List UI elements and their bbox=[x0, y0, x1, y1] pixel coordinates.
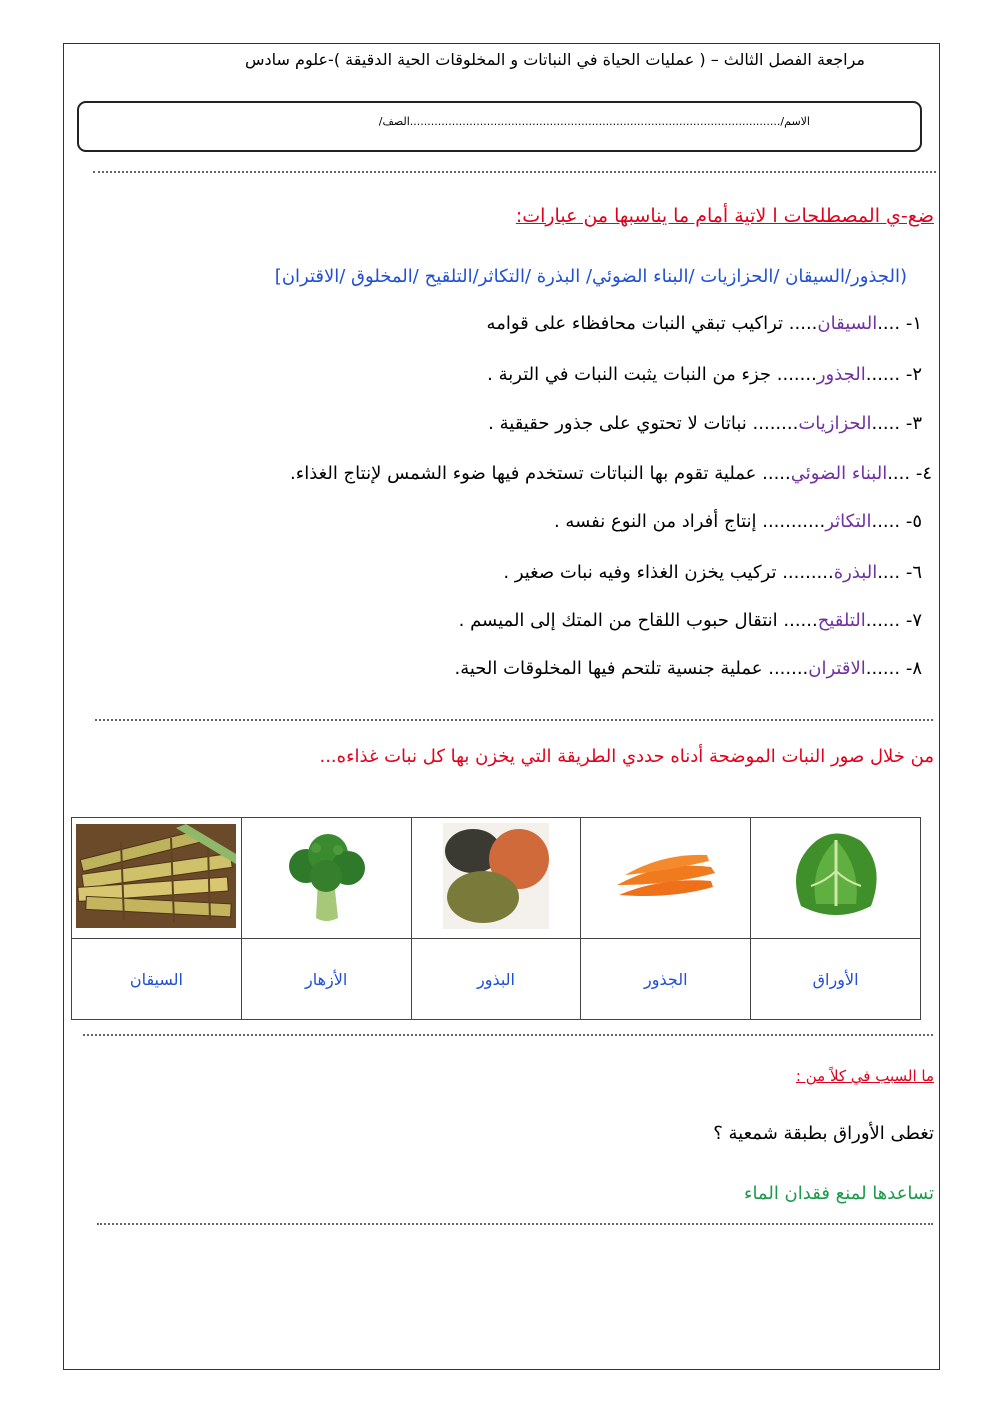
item-statement: ........... إنتاج أفراد من النوع نفسه . bbox=[553, 511, 826, 532]
cell-lettuce bbox=[751, 818, 921, 939]
broccoli-image bbox=[276, 826, 376, 926]
item-number: ٨- bbox=[905, 658, 922, 679]
carrots-image bbox=[611, 841, 721, 911]
term-item-8 bbox=[454, 658, 922, 679]
item-answer[interactable]: الحزازيات bbox=[798, 413, 872, 434]
label-stems: السيقان bbox=[72, 939, 242, 1020]
item-number: ١- bbox=[905, 313, 922, 334]
name-class-line[interactable]: الاسم/..........................................................................................................الصف/ bbox=[378, 115, 810, 128]
item-answer[interactable]: الاقتران bbox=[808, 658, 866, 679]
label-roots: الجذور bbox=[581, 939, 751, 1020]
item-answer[interactable]: التلقيح bbox=[817, 610, 866, 631]
item-statement: ..... تراكيب تبقي النبات محافظاء على قوامه bbox=[486, 313, 818, 334]
section2-instruction: من خلال صور النبات الموضحة أدناه حددي الطريقة التي يخزن بها كل نبات غذاءه... bbox=[319, 746, 934, 767]
item-number: ٤- bbox=[915, 463, 932, 484]
section1-instruction: ضع-ي المصطلحات ا لاتية أمام ما يناسبها من عبارات: bbox=[515, 205, 934, 227]
item-blank-lead: ..... bbox=[871, 511, 901, 532]
term-item-1 bbox=[487, 313, 922, 334]
item-number: ٦- bbox=[905, 562, 922, 583]
item-answer[interactable]: التكاثر bbox=[825, 511, 872, 532]
page-frame bbox=[63, 43, 940, 1370]
cell-carrots bbox=[581, 818, 751, 939]
item-blank-lead: .... bbox=[877, 313, 901, 334]
term-item-7 bbox=[459, 610, 922, 631]
label-flowers: الأزهار bbox=[241, 939, 411, 1020]
divider bbox=[93, 171, 936, 173]
worksheet-title: مراجعة الفصل الثالث – ( عمليات الحياة في النباتات و المخلوقات الحية الدقيقة )-علوم سادس bbox=[245, 50, 865, 69]
item-blank-lead: ...... bbox=[865, 610, 901, 631]
item-number: ٧- bbox=[905, 610, 922, 631]
divider bbox=[95, 719, 933, 721]
item-number: ٥- bbox=[905, 511, 922, 532]
reason-question: تغطى الأوراق بطبقة شمعية ؟ bbox=[713, 1123, 934, 1144]
cell-sugarcane bbox=[72, 818, 242, 939]
cell-seeds bbox=[411, 818, 581, 939]
item-answer[interactable]: البناء الضوئي bbox=[790, 463, 888, 484]
item-answer[interactable]: الجذور bbox=[816, 364, 866, 385]
sugarcane-image bbox=[76, 824, 236, 928]
item-answer[interactable]: البذرة bbox=[833, 562, 878, 583]
section3-heading: ما السبب في كلاً من : bbox=[795, 1067, 934, 1085]
item-statement: ....... جزء من النبات يثبت النبات في التربة . bbox=[487, 364, 817, 385]
item-blank-lead: ...... bbox=[865, 658, 901, 679]
divider bbox=[83, 1034, 933, 1036]
item-blank-lead: ..... bbox=[871, 413, 901, 434]
item-number: ٣- bbox=[905, 413, 922, 434]
term-item-6 bbox=[503, 562, 922, 583]
item-statement: ........ نباتات لا تحتوي على جذور حقيقية . bbox=[488, 413, 799, 434]
label-seeds: البذور bbox=[411, 939, 581, 1020]
term-item-2 bbox=[487, 364, 922, 385]
item-blank-lead: ...... bbox=[865, 364, 901, 385]
item-answer[interactable]: السيقان bbox=[817, 313, 878, 334]
item-statement: ..... عملية تقوم بها النباتات تستخدم فيها ضوء الشمس لإنتاج الغذاء. bbox=[290, 463, 791, 484]
term-item-5 bbox=[554, 511, 922, 532]
reason-answer: تساعدها لمنع فقدان الماء bbox=[743, 1183, 934, 1204]
cell-broccoli bbox=[241, 818, 411, 939]
term-item-3 bbox=[488, 413, 922, 434]
item-blank-lead: .... bbox=[887, 463, 911, 484]
seeds-image bbox=[443, 823, 549, 929]
label-leaves: الأوراق bbox=[751, 939, 921, 1020]
item-blank-lead: .... bbox=[877, 562, 901, 583]
item-statement: ......... تركيب يخزن الغذاء وفيه نبات صغير . bbox=[503, 562, 834, 583]
lettuce-image bbox=[781, 826, 891, 926]
item-statement: ...... انتقال حبوب اللقاح من المتك إلى الميسم . bbox=[458, 610, 818, 631]
name-box bbox=[77, 101, 922, 152]
terms-list: (الجذور/السيقان /الحزازيات /البناء الضوئي/ البذرة /التكاثر/التلقيح /المخلوق /الاقتران] bbox=[274, 266, 907, 287]
foods-table bbox=[71, 817, 921, 1020]
item-number: ٢- bbox=[905, 364, 922, 385]
item-statement: ....... عملية جنسية تلتحم فيها المخلوقات الحية. bbox=[454, 658, 809, 679]
term-item-4 bbox=[290, 463, 932, 484]
divider bbox=[97, 1223, 933, 1225]
